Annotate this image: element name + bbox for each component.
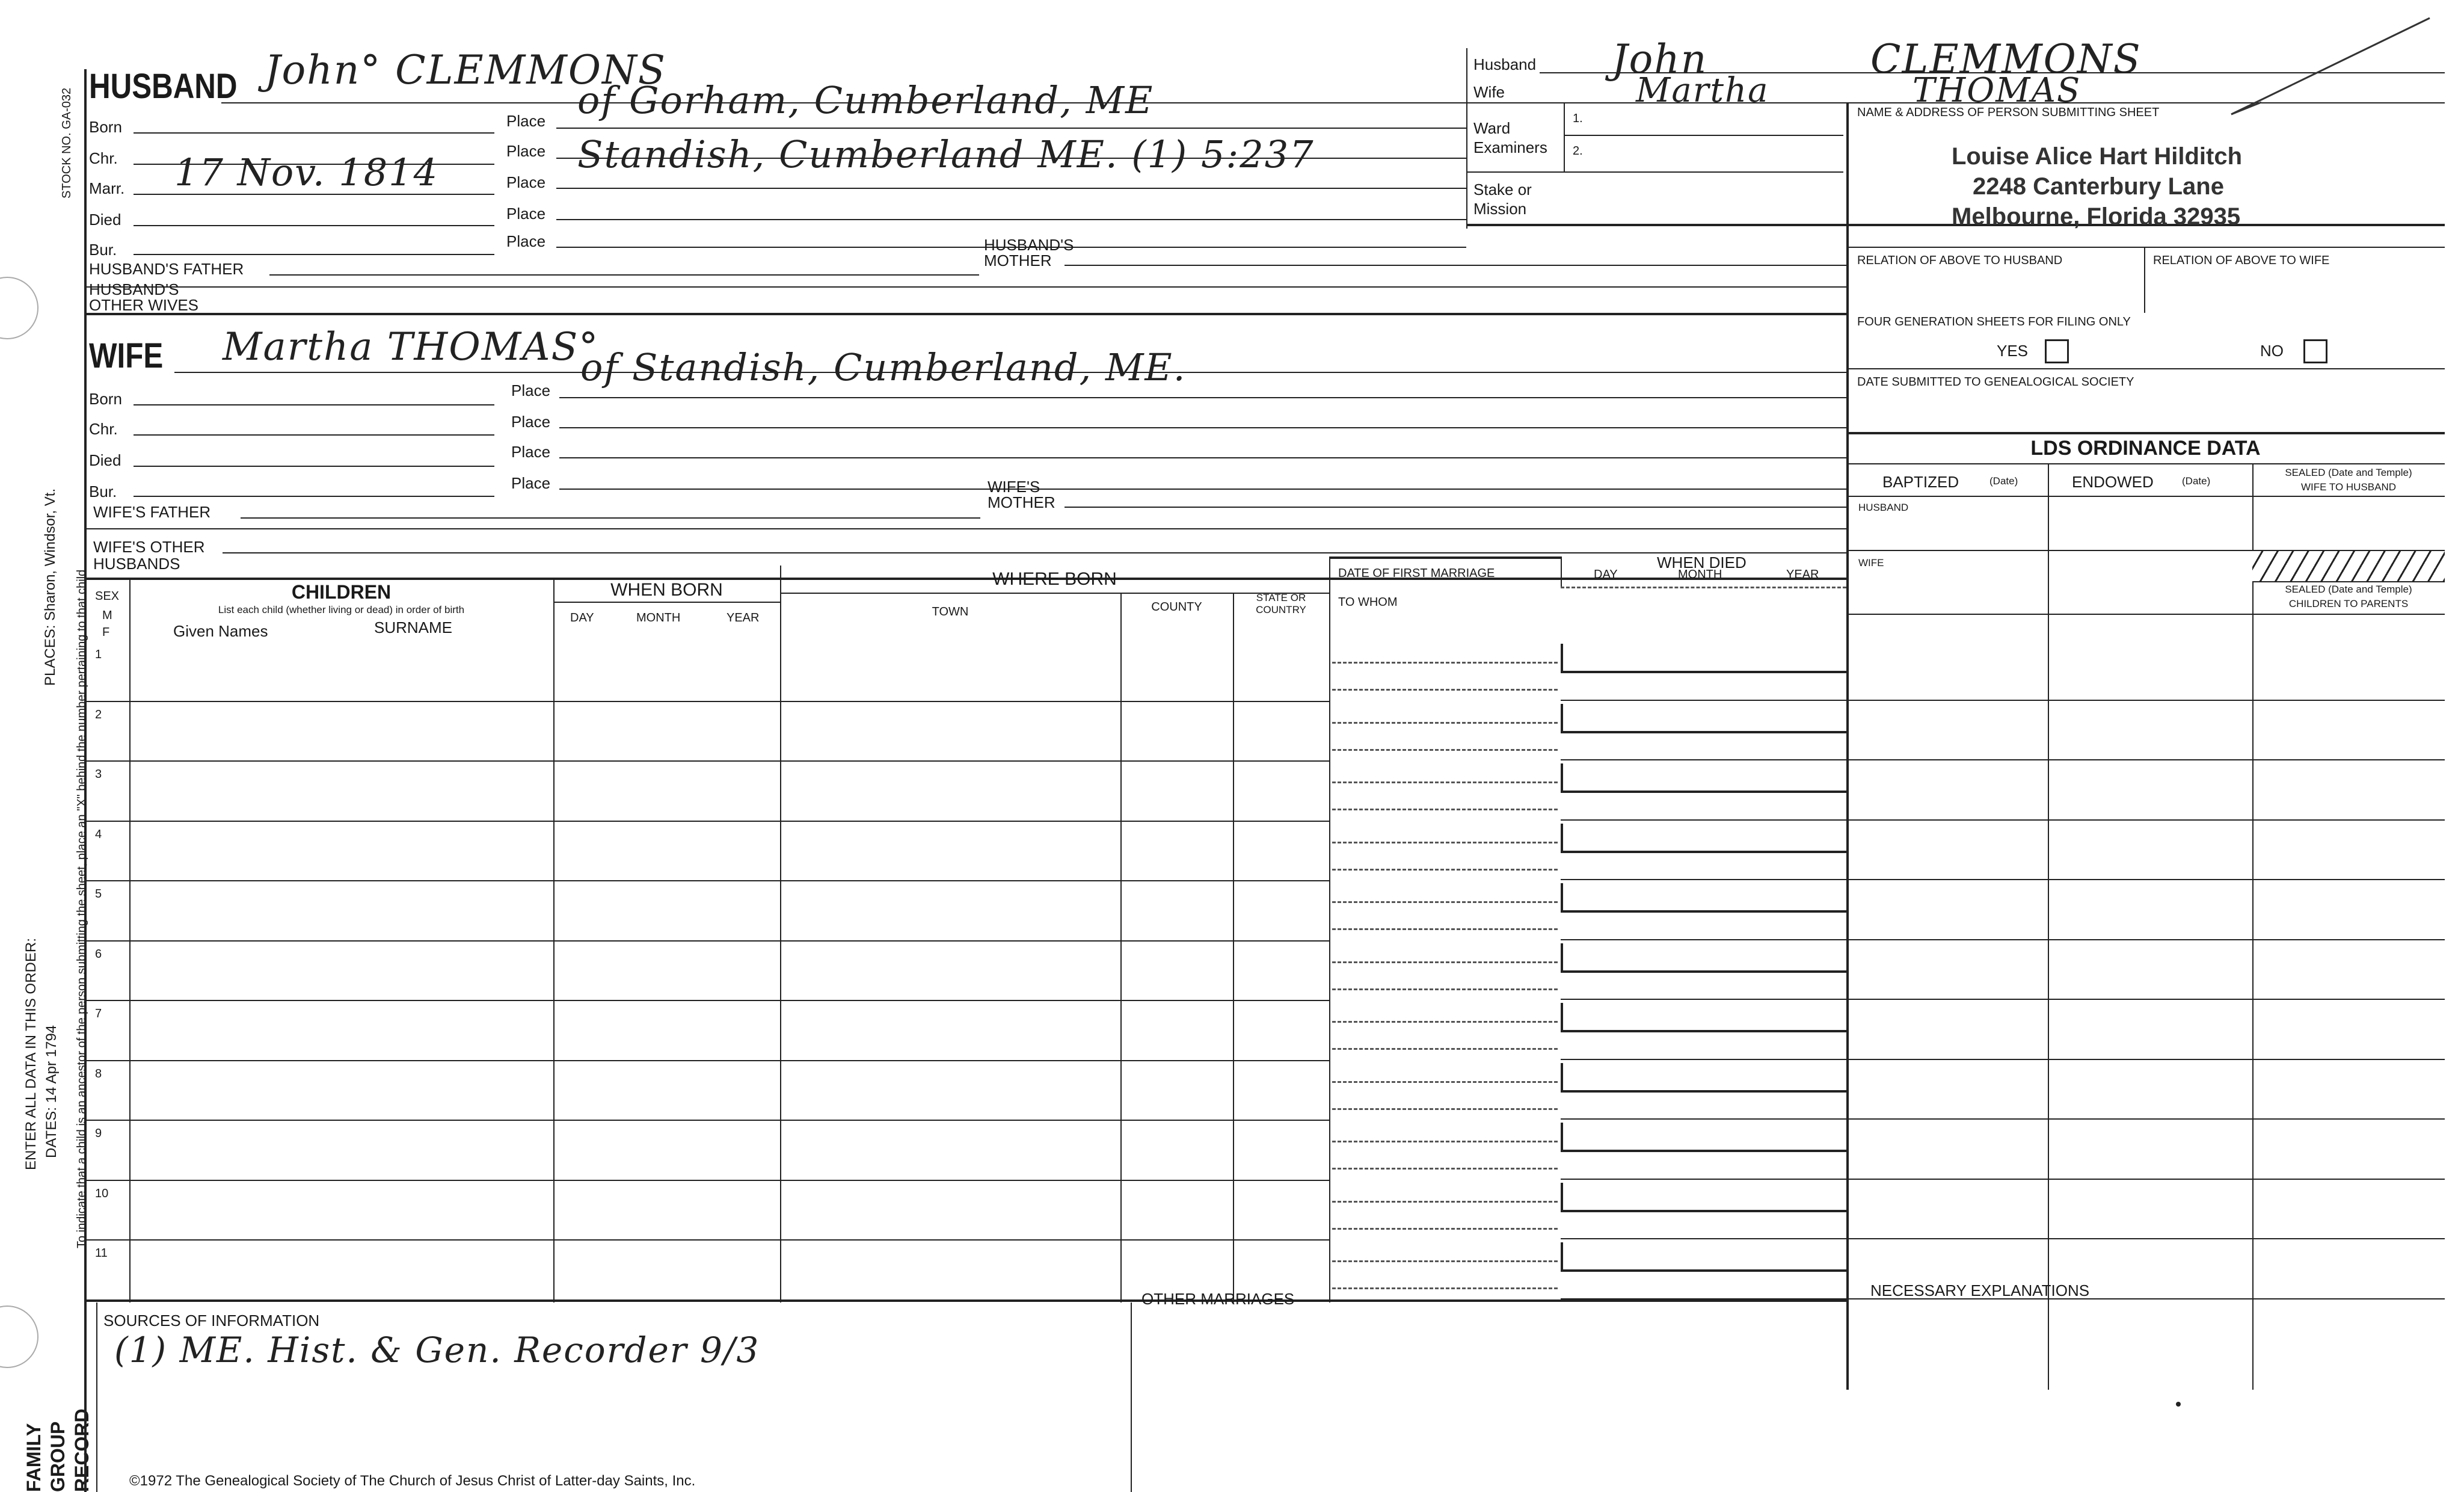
relation-husband-label: RELATION OF ABOVE TO HUSBAND bbox=[1857, 254, 2063, 267]
ward-bottom-line bbox=[1466, 171, 1843, 173]
wife-born-line bbox=[134, 404, 494, 405]
first-marriage-label: DATE OF FIRST MARRIAGE bbox=[1338, 567, 1495, 580]
spouse-name-dash bbox=[1332, 1228, 1558, 1230]
spouse-name-dash bbox=[1332, 988, 1558, 990]
wife-other-husbands-line bbox=[223, 552, 1846, 553]
to-whom-label: TO WHOM bbox=[1338, 596, 1398, 609]
lds-baptized-label: BAPTIZED bbox=[1882, 473, 1959, 491]
header-surname-value[interactable]: CLEMMONS bbox=[1870, 36, 2142, 82]
death-date-box[interactable] bbox=[1561, 824, 1849, 853]
child-row[interactable] bbox=[129, 760, 1329, 821]
town-label: TOWN bbox=[932, 605, 969, 618]
husband-died-line bbox=[134, 225, 494, 226]
child-row[interactable] bbox=[129, 641, 1329, 701]
husband-marr-date[interactable]: 17 Nov. 1814 bbox=[174, 150, 439, 194]
spouse-name-dash bbox=[1332, 1108, 1558, 1110]
dates-note: DATES: 14 Apr 1794 bbox=[43, 1025, 60, 1158]
children-heading: CHILDREN bbox=[291, 581, 392, 603]
spouse-name-dash bbox=[1332, 869, 1558, 871]
other-marriages-divider bbox=[1131, 1302, 1132, 1492]
child-row-number: 6 bbox=[95, 947, 102, 961]
wife-died-line bbox=[134, 466, 494, 467]
child-row[interactable] bbox=[129, 880, 1329, 940]
spouse-name-line bbox=[1561, 939, 1846, 940]
sources-left bbox=[96, 1302, 97, 1492]
death-date-box[interactable] bbox=[1561, 644, 1849, 673]
spouse-name-dash bbox=[1332, 1048, 1558, 1050]
lds-endowed-date: (Date) bbox=[2182, 475, 2211, 487]
child-row-number: 10 bbox=[95, 1186, 109, 1200]
ink-dot bbox=[2176, 1402, 2181, 1407]
header-wife-value[interactable]: Martha bbox=[1636, 71, 1769, 110]
lds-row-line bbox=[1846, 1238, 2445, 1239]
child-row-line bbox=[84, 880, 1329, 881]
child-row-number: 2 bbox=[95, 707, 102, 721]
wife-died-place-label: Place bbox=[511, 443, 551, 461]
lds-col-1 bbox=[2048, 463, 2049, 1390]
died-month-label: MONTH bbox=[1678, 568, 1722, 581]
stake-label-2: Mission bbox=[1473, 200, 1527, 218]
spouse-name-line bbox=[1561, 999, 1846, 1000]
header-wife-label: Wife bbox=[1473, 83, 1505, 101]
death-date-box[interactable] bbox=[1561, 704, 1849, 733]
lds-sealed-wife-label: SEALED (Date and Temple) bbox=[2285, 467, 2412, 478]
ward-label: Ward bbox=[1473, 119, 1511, 137]
wife-mother-line bbox=[1065, 507, 1846, 508]
husband-marr-label: Marr. bbox=[89, 179, 125, 197]
header-husband-label: Husband bbox=[1473, 55, 1537, 73]
submitter-city[interactable]: Melbourne, Florida 32935 bbox=[1952, 203, 2241, 230]
lds-row-line bbox=[1846, 1118, 2445, 1120]
death-date-box[interactable] bbox=[1561, 1183, 1849, 1212]
spouse-name-line bbox=[1561, 700, 1846, 701]
lds-title: LDS ORDINANCE DATA bbox=[2030, 437, 2261, 460]
wife-father-line bbox=[241, 517, 980, 519]
sex-m-label: M bbox=[102, 609, 112, 622]
no-checkbox[interactable] bbox=[2303, 339, 2327, 363]
ward-divider bbox=[1564, 102, 1565, 171]
wife-other-husbands-label: WIFE'S OTHER bbox=[93, 538, 205, 556]
husband-marr-place-line bbox=[556, 188, 1466, 189]
wife-born-place[interactable]: of Standish, Cumberland, ME. bbox=[580, 345, 1187, 389]
husband-bur-label: Bur. bbox=[89, 241, 117, 259]
children-table-bottom bbox=[84, 1299, 1846, 1302]
child-row-number: 8 bbox=[95, 1067, 102, 1080]
sources-label: SOURCES OF INFORMATION bbox=[103, 1312, 320, 1330]
copyright: ©1972 The Genealogical Society of The Church of Jesus Christ of Latter-day Saints, Inc. bbox=[129, 1473, 696, 1489]
wife-born-place-line bbox=[559, 397, 1846, 398]
spouse-name-line bbox=[1561, 1179, 1846, 1180]
when-born-divider bbox=[553, 602, 780, 603]
spouse-name-dash bbox=[1332, 928, 1558, 930]
header-husband-value[interactable]: John bbox=[1612, 36, 1708, 82]
lds-sealed-children-label-2: CHILDREN TO PARENTS bbox=[2288, 598, 2409, 609]
wife-father-divider bbox=[84, 528, 1846, 529]
marriage-date-dash bbox=[1332, 1201, 1558, 1203]
child-row-line bbox=[84, 1239, 1329, 1241]
lds-row-line bbox=[1846, 700, 2445, 701]
spouse-name-dash bbox=[1332, 1287, 1558, 1289]
when-born-label: WHEN BORN bbox=[610, 580, 723, 600]
death-date-box[interactable] bbox=[1561, 1063, 1849, 1093]
husband-father-divider bbox=[84, 286, 1846, 288]
wife-other-husbands-label-2: HUSBANDS bbox=[93, 555, 180, 573]
enter-order-label: ENTER ALL DATA IN THIS ORDER: bbox=[23, 938, 39, 1170]
state-label: STATE OR bbox=[1256, 592, 1306, 603]
where-born-label: WHERE BORN bbox=[992, 569, 1117, 589]
submitter-name[interactable]: Louise Alice Hart Hilditch bbox=[1952, 143, 2243, 170]
wife-name[interactable]: Martha THOMAS° bbox=[223, 325, 600, 369]
left-border bbox=[84, 69, 87, 1492]
lds-endowed-label: ENDOWED bbox=[2072, 473, 2154, 491]
husband-mother-line bbox=[1065, 265, 1846, 266]
when-died-label: WHEN DIED bbox=[1657, 553, 1747, 572]
no-label: NO bbox=[2260, 342, 2284, 360]
husband-chr-label: Chr. bbox=[89, 149, 118, 167]
explanations-label: NECESSARY EXPLANATIONS bbox=[1870, 1281, 2090, 1299]
wife-chr-line bbox=[134, 434, 494, 436]
header-box-left bbox=[1466, 48, 1467, 229]
husband-mother-label-2: MOTHER bbox=[984, 251, 1052, 270]
marriage-date-dash bbox=[1332, 781, 1558, 783]
lds-row-line bbox=[1846, 1179, 2445, 1180]
husband-born-label: Born bbox=[89, 118, 122, 136]
ancestor-instruction: To indicate that a child is an ancestor of the person submitting the sheet, place an "X" behind the number pertaining to that child bbox=[75, 569, 88, 1248]
child-row-number: 4 bbox=[95, 827, 102, 841]
marriage-date-dash bbox=[1332, 722, 1558, 724]
form-title-group: GROUP bbox=[47, 1421, 69, 1492]
check-mark-icon bbox=[2225, 12, 2442, 120]
lds-wife-bottom bbox=[1846, 614, 2445, 615]
wife-died-place-line bbox=[559, 457, 1846, 458]
husband-other-wives-label: HUSBAND'S bbox=[89, 280, 179, 298]
spouse-name-line bbox=[1561, 1059, 1846, 1060]
husband-heading: HUSBAND bbox=[89, 67, 238, 106]
husband-marr-place[interactable]: Standish, Cumberland ME. (1) 5:237 bbox=[577, 132, 1315, 176]
husband-born-place-label: Place bbox=[506, 112, 546, 130]
county-label: COUNTY bbox=[1151, 600, 1202, 614]
sources-value[interactable]: (1) ME. Hist. & Gen. Recorder 9/3 bbox=[114, 1330, 760, 1370]
wife-heading: WIFE bbox=[89, 336, 164, 375]
stock-number: STOCK NO. GA-032 bbox=[60, 87, 73, 199]
yes-label: YES bbox=[1997, 342, 2029, 360]
spouse-name-line bbox=[1561, 759, 1846, 760]
spouse-name-dash bbox=[1332, 809, 1558, 810]
relation-top bbox=[1846, 247, 2445, 248]
yes-checkbox[interactable] bbox=[2045, 339, 2069, 363]
marriage-date-dash bbox=[1332, 961, 1558, 963]
wife-born-label: Born bbox=[89, 390, 122, 408]
child-row-line bbox=[84, 760, 1329, 762]
spouse-name-line bbox=[1561, 1118, 1846, 1120]
death-date-box[interactable] bbox=[1561, 883, 1849, 913]
lds-hatched-cell bbox=[2252, 551, 2445, 582]
husband-chr-place-label: Place bbox=[506, 142, 546, 160]
child-row[interactable] bbox=[129, 1120, 1329, 1180]
wife-born-place-label: Place bbox=[511, 381, 551, 399]
death-date-box[interactable] bbox=[1561, 763, 1849, 793]
lds-row-line bbox=[1846, 759, 2445, 760]
marriage-date-dash bbox=[1332, 1141, 1558, 1142]
born-month-label: MONTH bbox=[636, 611, 681, 624]
relation-divider bbox=[2144, 247, 2145, 313]
wife-mother-label: WIFE'S bbox=[988, 478, 1040, 496]
form-title-family: FAMILY bbox=[23, 1423, 45, 1492]
husband-other-wives-label-2: OTHER WIVES bbox=[89, 296, 199, 314]
lds-baptized-date: (Date) bbox=[1989, 475, 2018, 487]
sex-label: SEX bbox=[95, 590, 120, 603]
wife-chr-place-line bbox=[559, 427, 1846, 428]
children-col-died bbox=[1561, 556, 1562, 587]
child-row[interactable] bbox=[129, 701, 1329, 761]
died-dash bbox=[1561, 587, 1846, 588]
other-marriages-label: OTHER MARRIAGES bbox=[1141, 1290, 1295, 1308]
child-row-line bbox=[84, 701, 1329, 702]
marriage-date-dash bbox=[1332, 1260, 1558, 1262]
submitter-street[interactable]: 2248 Canterbury Lane bbox=[1973, 173, 2224, 200]
header-wife-surname-value[interactable]: THOMAS bbox=[1913, 71, 2081, 110]
lds-husband-label: HUSBAND bbox=[1858, 502, 1909, 513]
marriage-date-dash bbox=[1332, 662, 1558, 664]
four-gen-bottom bbox=[1846, 368, 2445, 369]
husband-section-bottom bbox=[84, 313, 1846, 315]
wife-chr-place-label: Place bbox=[511, 413, 551, 431]
child-row-line bbox=[84, 821, 1329, 822]
child-row[interactable] bbox=[129, 821, 1329, 881]
lds-sealed-wife-label-2: WIFE TO HUSBAND bbox=[2300, 481, 2397, 493]
husband-bur-line bbox=[134, 254, 494, 255]
husband-born-place-line bbox=[556, 128, 1466, 129]
sex-f-label: F bbox=[102, 626, 110, 639]
child-row[interactable] bbox=[129, 1060, 1329, 1120]
wife-died-label: Died bbox=[89, 451, 121, 469]
lds-row-line bbox=[1846, 999, 2445, 1000]
relation-wife-label: RELATION OF ABOVE TO WIFE bbox=[2153, 254, 2330, 267]
child-row-line bbox=[84, 1000, 1329, 1001]
child-row-line bbox=[84, 1180, 1329, 1181]
husband-died-place-line bbox=[556, 219, 1466, 220]
child-row-number: 1 bbox=[95, 648, 102, 661]
marriage-date-dash bbox=[1332, 842, 1558, 843]
ward-label-2: Examiners bbox=[1473, 138, 1547, 156]
ward-1-line bbox=[1564, 135, 1843, 136]
marriage-date-dash bbox=[1332, 1021, 1558, 1023]
death-date-box[interactable] bbox=[1561, 1242, 1849, 1272]
children-col-state bbox=[1329, 556, 1330, 1302]
child-row[interactable] bbox=[129, 940, 1329, 1000]
lds-sealed-children-label: SEALED (Date and Temple) bbox=[2285, 584, 2412, 595]
lds-row-line bbox=[1846, 1059, 2445, 1060]
child-row-number: 5 bbox=[95, 887, 102, 901]
marriage-date-dash bbox=[1332, 1081, 1558, 1083]
punch-hole bbox=[0, 1306, 38, 1368]
spouse-name-dash bbox=[1332, 689, 1558, 691]
husband-died-place-label: Place bbox=[506, 205, 546, 223]
death-date-box[interactable] bbox=[1561, 943, 1849, 973]
stake-label: Stake or bbox=[1473, 180, 1532, 199]
submitter-label: NAME & ADDRESS OF PERSON SUBMITTING SHEET bbox=[1857, 106, 2160, 119]
born-day-label: DAY bbox=[570, 611, 594, 624]
child-row-number: 3 bbox=[95, 768, 102, 781]
given-names-label: Given Names bbox=[173, 622, 268, 640]
child-row[interactable] bbox=[129, 1000, 1329, 1060]
child-row-number: 9 bbox=[95, 1127, 102, 1140]
husband-born-line bbox=[134, 132, 494, 134]
wife-father-label: WIFE'S FATHER bbox=[93, 503, 211, 521]
lds-row-line bbox=[1846, 939, 2445, 940]
wife-bur-place-label: Place bbox=[511, 474, 551, 492]
country-label: COUNTRY bbox=[1256, 604, 1306, 615]
lds-top bbox=[1846, 432, 2445, 434]
wife-chr-label: Chr. bbox=[89, 420, 118, 438]
children-note: List each child (whether living or dead) in order of birth bbox=[218, 604, 465, 615]
born-year-label: YEAR bbox=[727, 611, 760, 624]
wife-bur-place-line bbox=[559, 489, 1846, 490]
punch-hole bbox=[0, 277, 38, 339]
four-gen-label: FOUR GENERATION SHEETS FOR FILING ONLY bbox=[1857, 315, 2131, 328]
husband-mother-label: HUSBAND'S bbox=[984, 236, 1074, 254]
spouse-name-line bbox=[1561, 879, 1846, 880]
date-submitted-label: DATE SUBMITTED TO GENEALOGICAL SOCIETY bbox=[1857, 375, 2134, 389]
ward-1-label: 1. bbox=[1573, 112, 1583, 125]
ward-2-label: 2. bbox=[1573, 144, 1583, 158]
lds-title-bottom bbox=[1846, 463, 2445, 464]
places-note: PLACES: Sharon, Windsor, Vt. bbox=[42, 488, 58, 686]
wife-bur-label: Bur. bbox=[89, 482, 117, 501]
surname-label: SURNAME bbox=[374, 618, 453, 637]
died-day-label: DAY bbox=[1594, 568, 1618, 581]
marriage-date-dash bbox=[1332, 901, 1558, 903]
child-row-line bbox=[84, 940, 1329, 942]
spouse-name-dash bbox=[1332, 1168, 1558, 1170]
spouse-name-line bbox=[1561, 819, 1846, 821]
husband-marr-place-label: Place bbox=[506, 173, 546, 191]
husband-bur-place-label: Place bbox=[506, 232, 546, 250]
husband-father-label: HUSBAND'S FATHER bbox=[89, 260, 244, 278]
spouse-name-dash bbox=[1332, 749, 1558, 751]
husband-name[interactable]: John° CLEMMONS bbox=[265, 47, 666, 93]
husband-father-line bbox=[269, 274, 979, 276]
form-title-record: RECORD bbox=[71, 1408, 93, 1492]
husband-died-label: Died bbox=[89, 211, 121, 229]
child-row-number: 11 bbox=[95, 1247, 108, 1260]
child-row-line bbox=[84, 1060, 1329, 1061]
husband-born-place[interactable]: of Gorham, Cumberland, ME bbox=[577, 78, 1154, 122]
wife-mother-label-2: MOTHER bbox=[988, 493, 1055, 511]
lds-row-line bbox=[1846, 879, 2445, 880]
death-date-box[interactable] bbox=[1561, 1003, 1849, 1032]
died-year-label: YEAR bbox=[1786, 568, 1819, 581]
child-row-number: 7 bbox=[95, 1007, 102, 1020]
spouse-name-line bbox=[1561, 1238, 1846, 1239]
child-row[interactable] bbox=[129, 1180, 1329, 1240]
child-row-line bbox=[84, 1120, 1329, 1121]
lds-header-bottom bbox=[1846, 496, 2445, 497]
marriage-top bbox=[1329, 556, 1561, 559]
lds-row-line bbox=[1846, 819, 2445, 821]
death-date-box[interactable] bbox=[1561, 1123, 1849, 1152]
wife-bur-line bbox=[134, 496, 494, 497]
lds-wife-label: WIFE bbox=[1858, 557, 1884, 569]
